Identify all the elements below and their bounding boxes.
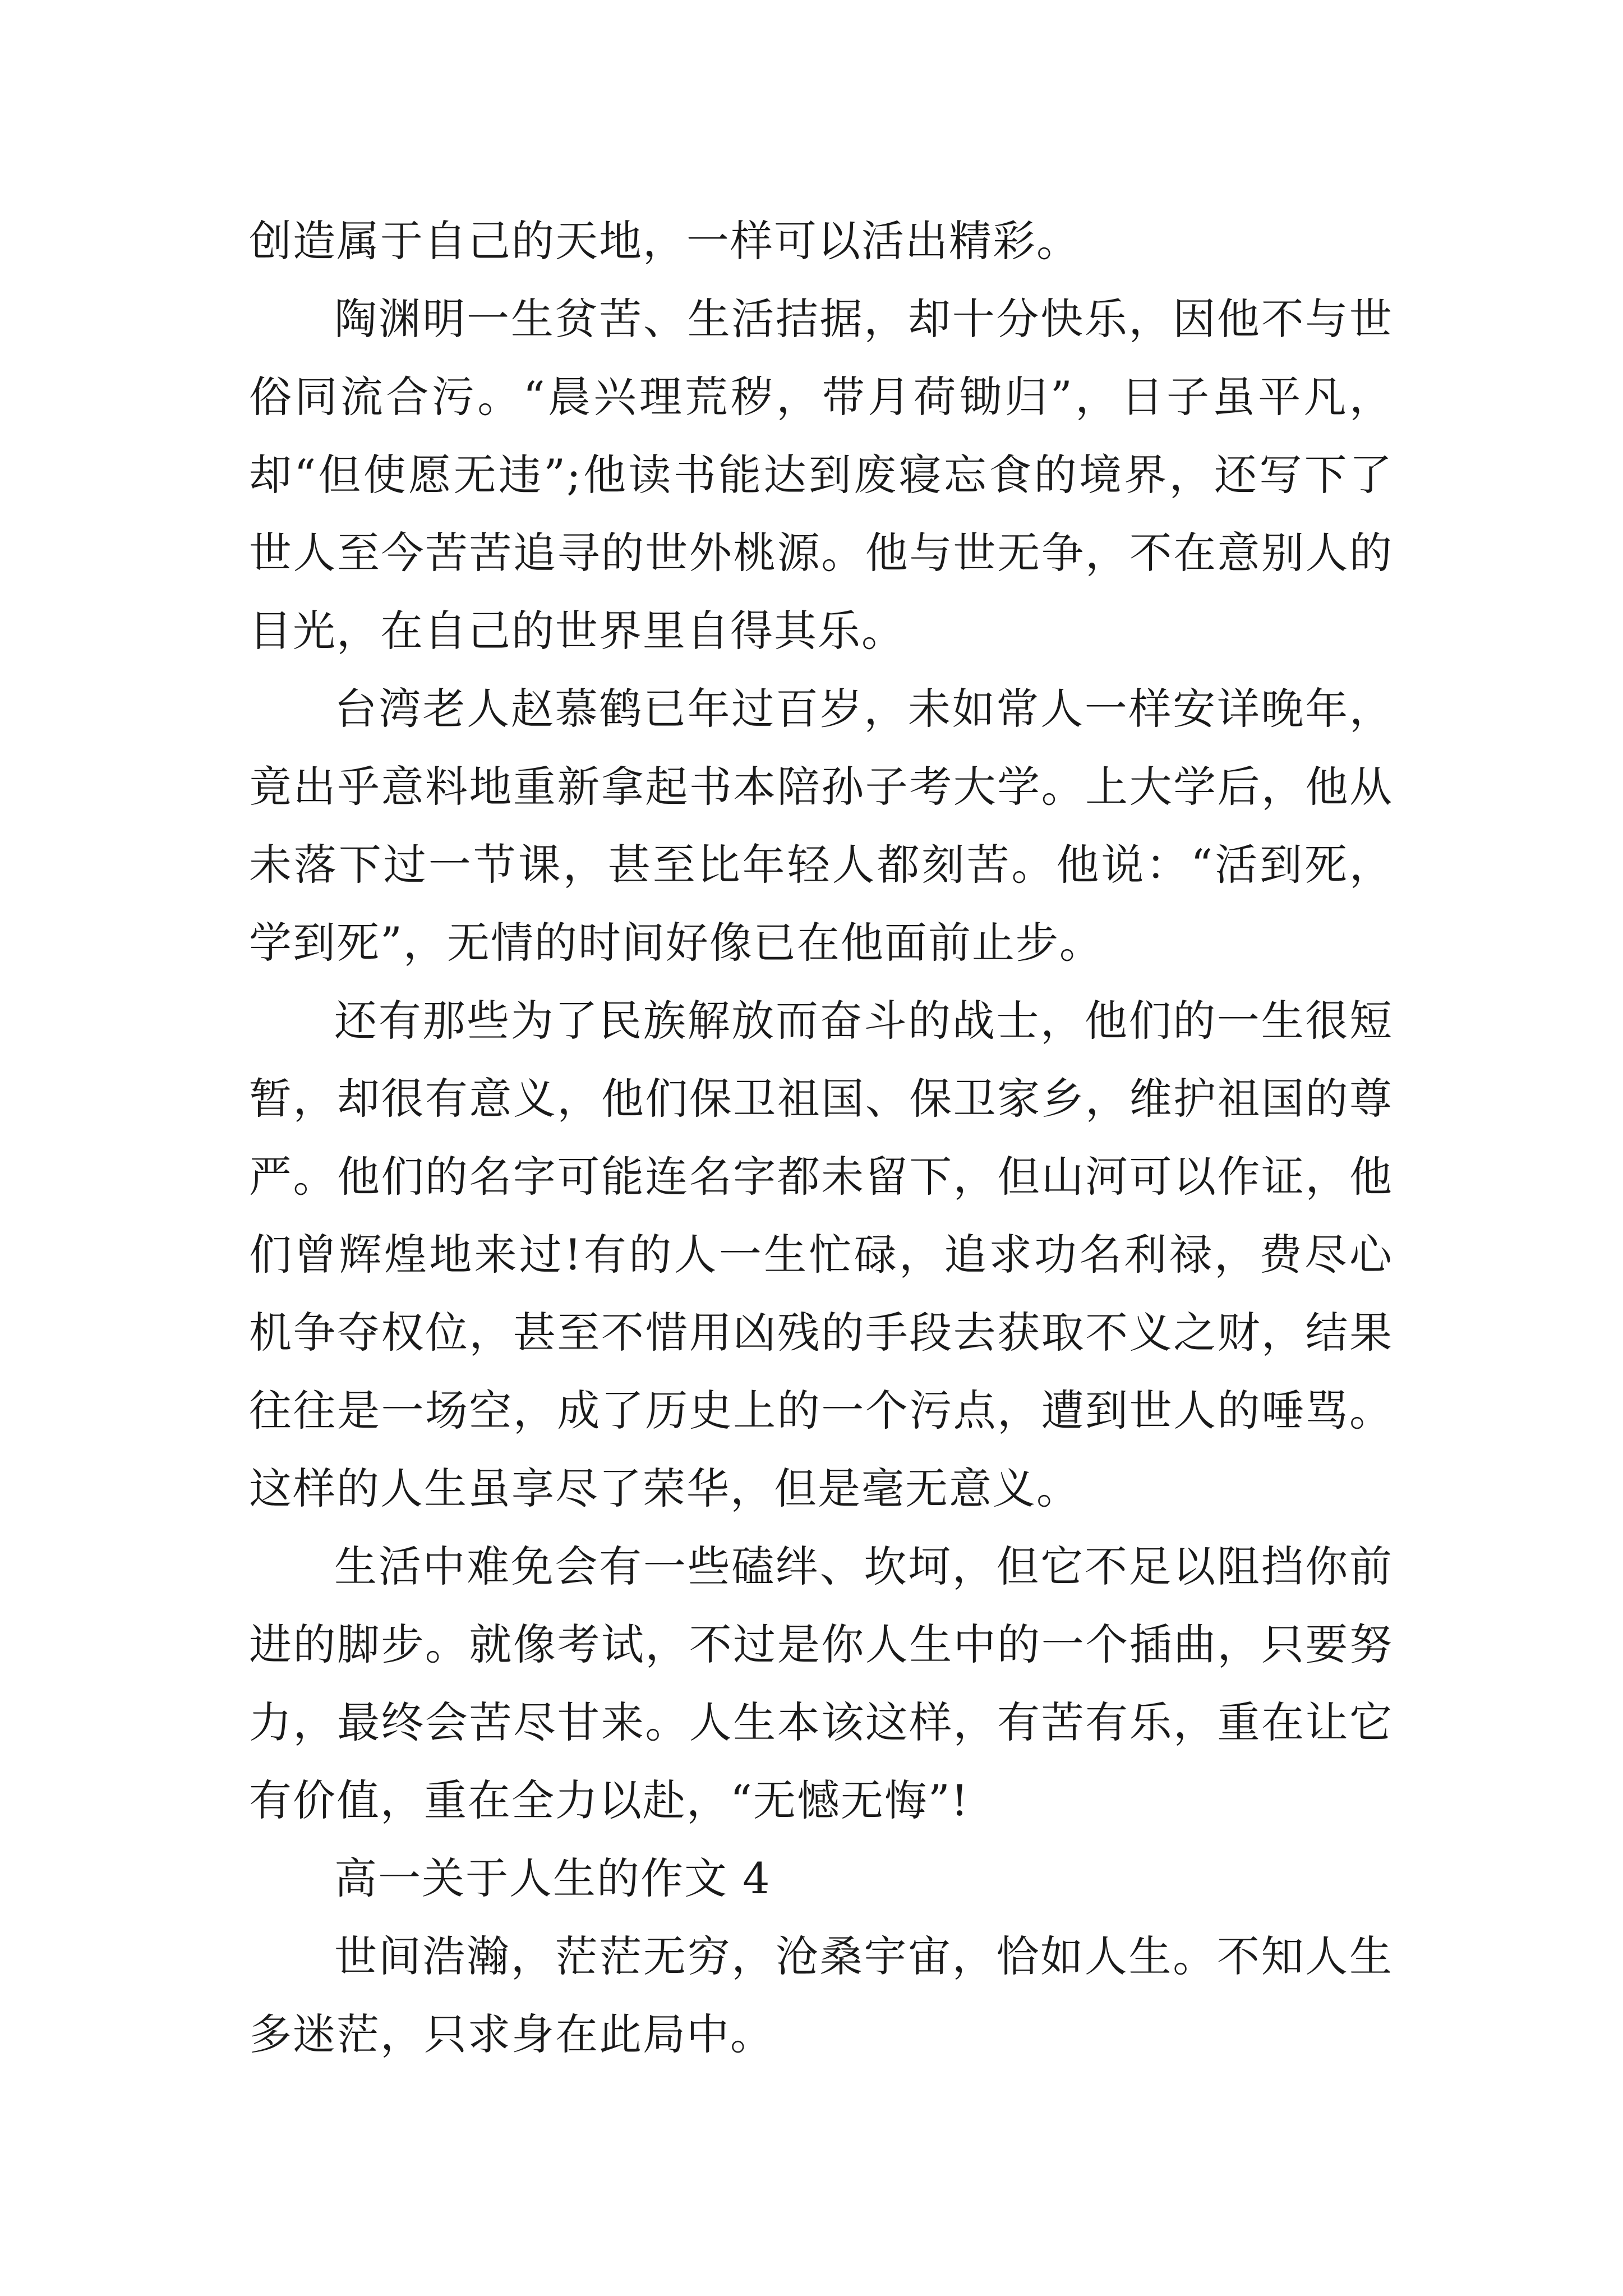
paragraph-soldiers: 还有那些为了民族解放而奋斗的战士，他们的一生很短暂，却很有意义，他们保卫祖国、保卫家乡，维护祖国的尊严。他们的名字可能连名字都未留下，但山河可以作证，他们曾辉煌地来过!有的人一生忙碌，追求功名利禄，费尽心机争夺权位，甚至不惜用凶残的手段去获取不义之财，结果往往是一场空，成了历史上的一个污点，遭到世人的唾骂。这样的人生虽享尽了荣华，但是毫无意义。	[249, 996, 1393, 1513]
essay-heading: 高一关于人生的作文 4	[334, 1853, 771, 1903]
paragraph-world-vast: 世间浩瀚，茫茫无穷，沧桑宇宙，恰如人生。不知人生多迷茫，只求身在此局中。	[249, 1931, 1393, 2059]
paragraph-continuation: 创造属于自己的天地，一样可以活出精彩。	[249, 216, 1080, 266]
paragraph-zhao-muhe: 台湾老人赵慕鹤已年过百岁，未如常人一样安详晚年，竟出乎意料地重新拿起书本陪孙子考大学。上大学后，他从未落下过一节课，甚至比年轻人都刻苦。他说：“活到死，学到死”，无情的时间好像已在他面前止步。	[249, 684, 1393, 968]
article-body	[249, 202, 1393, 2073]
paragraph-life-obstacles: 生活中难免会有一些磕绊、坎坷，但它不足以阻挡你前进的脚步。就像考试，不过是你人生中的一个插曲，只要努力，最终会苦尽甘来。人生本该这样，有苦有乐，重在让它有价值，重在全力以赴，“无憾无悔”!	[249, 1542, 1393, 1825]
paragraph-tao-yuanming: 陶渊明一生贫苦、生活拮据，却十分快乐，因他不与世俗同流合污。“晨兴理荒秽，带月荷锄归”，日子虽平凡，却“但使愿无违”;他读书能达到废寝忘食的境界，还写下了世人至今苦苦追寻的世外桃源。他与世无争，不在意别人的目光，在自己的世界里自得其乐。	[249, 294, 1393, 656]
